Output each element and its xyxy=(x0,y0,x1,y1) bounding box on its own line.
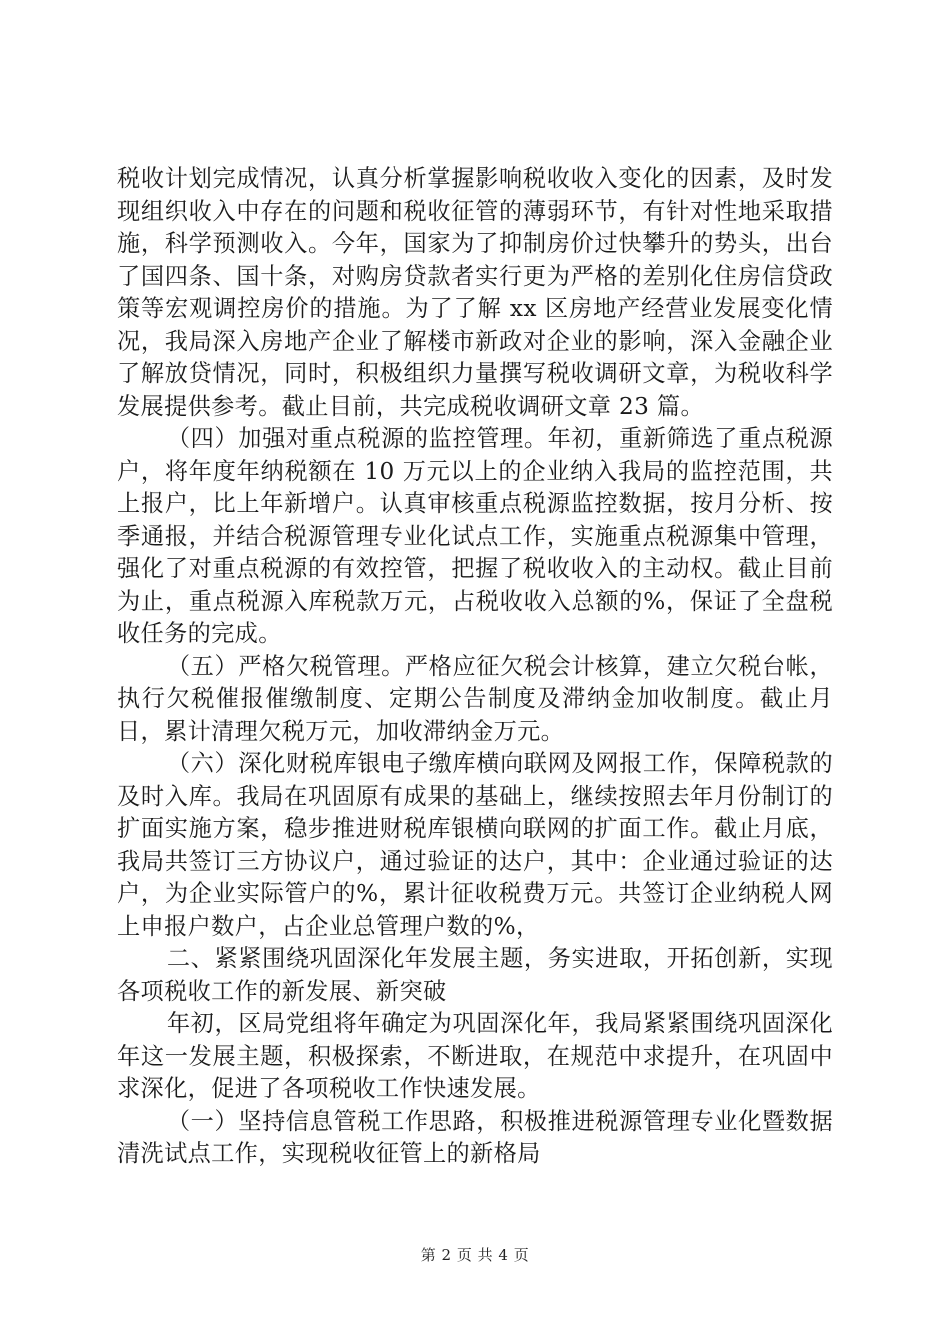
paragraph-arrears-management: （五）严格欠税管理。严格应征欠税会计核算，建立欠税台帐，执行欠税催报催缴制度、定期公告制度及滞纳金加收制度。截止月日，累计清理欠税万元，加收滞纳金万元。 xyxy=(117,652,833,745)
paragraph-info-tax-management: （一）坚持信息管税工作思路，积极推进税源管理专业化暨数据清洗试点工作，实现税收征管上的新格局 xyxy=(117,1107,833,1167)
paragraph-e-payment-network: （六）深化财税库银电子缴库横向联网及网报工作，保障税款的及时入库。我局在巩固原有成果的基础上，继续按照去年月份制订的扩面实施方案，稳步推进财税库银横向联网的扩面工作。截止月底，我局共签订三方协议户，通过验证的达户，其中：企业通过验证的达户，为企业实际管户的%，累计征收税费万元。共签订企业纳税人网上申报户数户，占企业总管理户数的%， xyxy=(117,750,833,940)
section-heading-two: 二、紧紧围绕巩固深化年发展主题，务实进取，开拓创新，实现各项税收工作的新发展、新突破 xyxy=(117,945,833,1005)
paragraph-section-intro: 年初，区局党组将年确定为巩固深化年，我局紧紧围绕巩固深化年这一发展主题，积极探索，不断进取，在规范中求提升，在巩固中求深化，促进了各项税收工作快速发展。 xyxy=(117,1010,833,1102)
page-number-label: 第 2 页 共 4 页 xyxy=(420,1246,530,1264)
paragraph-continuation: 税收计划完成情况，认真分析掌握影响税收收入变化的因素，及时发现组织收入中存在的问题和税收征管的薄弱环节，有针对性地采取措施，科学预测收入。今年，国家为了抑制房价过快攀升的势头，出台了国四条、国十条，对购房贷款者实行更为严格的差别化住房信贷政策等宏观调控房价的措施。为了了解 xx 区房地产经营业发展变化情况，我局深入房地产企业了解楼市新政对企业的影响，深入金融企业了解放贷情况，同时，积极组织力量撰写税收调研文章，为税收科学发展提供参考。截止目前，共完成税收调研文章 23 篇。 xyxy=(117,165,833,420)
paragraph-key-tax-sources: （四）加强对重点税源的监控管理。年初，重新筛选了重点税源户，将年度年纳税额在 10 万元以上的企业纳入我局的监控范围，共上报户，比上年新增户。认真审核重点税源监控数据，按月分析、按季通报，并结合税源管理专业化试点工作，实施重点税源集中管理，强化了对重点税源的有效控管，把握了税收收入的主动权。截止目前为止，重点税源入库税款万元，占税收收入总额的%，保证了全盘税收任务的完成。 xyxy=(117,425,833,647)
document-body xyxy=(117,163,833,1171)
page-footer xyxy=(0,1244,950,1265)
